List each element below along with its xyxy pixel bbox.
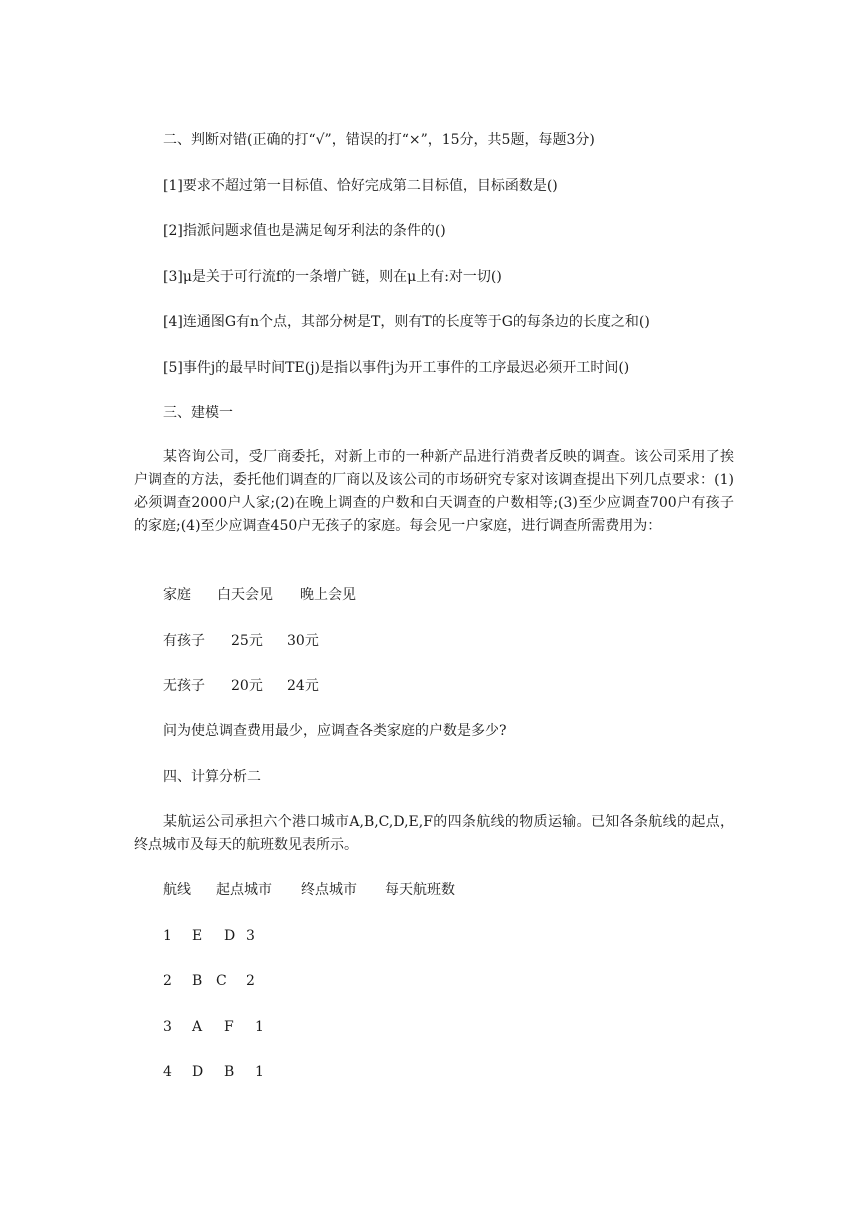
calc-paragraph: 某航运公司承担六个港口城市A,B,C,D,E,F的四条航线的物质运输。已知各条航线的起点，终点城市及每天的航班数见表所示。 xyxy=(134,814,734,853)
table-row xyxy=(163,677,319,695)
judge-item-2: [2]指派问题求值也是满足匈牙利法的条件的() xyxy=(163,223,446,239)
cost-header-family: 家庭 xyxy=(163,587,191,603)
cost-row-label: 有孩子 xyxy=(163,633,205,649)
route-header-line: 航线 xyxy=(163,882,191,898)
judge-heading: 二、判断对错(正确的打“√”，错误的打“×”，15分，共5题，每题3分) xyxy=(163,132,595,148)
cost-row-night: 30元 xyxy=(287,633,319,649)
judge-item-4: [4]连通图G有n个点，其部分树是T，则有T的长度等于G的每条边的长度之和() xyxy=(163,314,650,330)
route-cell-origin: D xyxy=(192,1064,204,1080)
route-cell-line: 2 xyxy=(163,973,172,989)
cost-table-header xyxy=(163,586,356,604)
route-cell-line: 3 xyxy=(163,1019,172,1035)
route-cell-flights: 2 xyxy=(246,973,255,989)
route-cell-origin: E xyxy=(192,928,203,944)
route-cell-origin: B xyxy=(192,973,203,989)
judge-item-1: [1]要求不超过第一目标值、恰好完成第二目标值，目标函数是() xyxy=(163,178,558,194)
table-row xyxy=(163,927,255,945)
route-cell-dest: D xyxy=(224,928,236,944)
route-cell-origin: A xyxy=(192,1019,203,1035)
route-header-origin: 起点城市 xyxy=(216,882,272,898)
model-question: 问为使总调查费用最少，应调查各类家庭的户数是多少? xyxy=(163,723,507,739)
cost-row-day: 25元 xyxy=(231,633,263,649)
judge-item-5: [5]事件j的最早时间TE(j)是指以事件j为开工事件的工序最迟必须开工时间() xyxy=(163,360,630,376)
cost-row-label: 无孩子 xyxy=(163,678,205,694)
judge-item-3: [3]μ是关于可行流f的一条增广链，则在μ上有:对一切() xyxy=(163,269,502,285)
route-cell-dest: B xyxy=(224,1064,235,1080)
cost-header-night: 晚上会见 xyxy=(300,587,356,603)
table-row xyxy=(163,1063,264,1081)
route-cell-flights: 1 xyxy=(255,1064,264,1080)
route-table-header xyxy=(163,881,455,899)
model-heading: 三、建模一 xyxy=(163,405,233,421)
calc-heading: 四、计算分析二 xyxy=(163,769,261,785)
table-row xyxy=(163,972,255,990)
cost-header-day: 白天会见 xyxy=(217,587,273,603)
route-cell-line: 1 xyxy=(163,928,172,944)
route-cell-dest: C xyxy=(216,973,227,989)
route-cell-line: 4 xyxy=(163,1064,172,1080)
route-cell-flights: 3 xyxy=(246,928,255,944)
route-cell-dest: F xyxy=(224,1019,234,1035)
table-row xyxy=(163,1018,264,1036)
model-paragraph: 某咨询公司，受厂商委托，对新上市的一种新产品进行消费者反映的调查。该公司采用了挨户调查的方法，委托他们调查的厂商以及该公司的市场研究专家对该调查提出下列几点要求：(1)必须调查2000户人家;(2)在晚上调查的户数和白天调查的户数相等;(3)至少应调查700户有孩子的家庭;(4)至少应调查450户无孩子的家庭。每会见一户家庭，进行调查所需费用为： xyxy=(134,449,734,534)
route-header-flights: 每天航班数 xyxy=(385,882,455,898)
table-row xyxy=(163,632,319,650)
cost-row-day: 20元 xyxy=(231,678,263,694)
route-header-dest: 终点城市 xyxy=(301,882,357,898)
route-cell-flights: 1 xyxy=(255,1019,264,1035)
cost-row-night: 24元 xyxy=(287,678,319,694)
